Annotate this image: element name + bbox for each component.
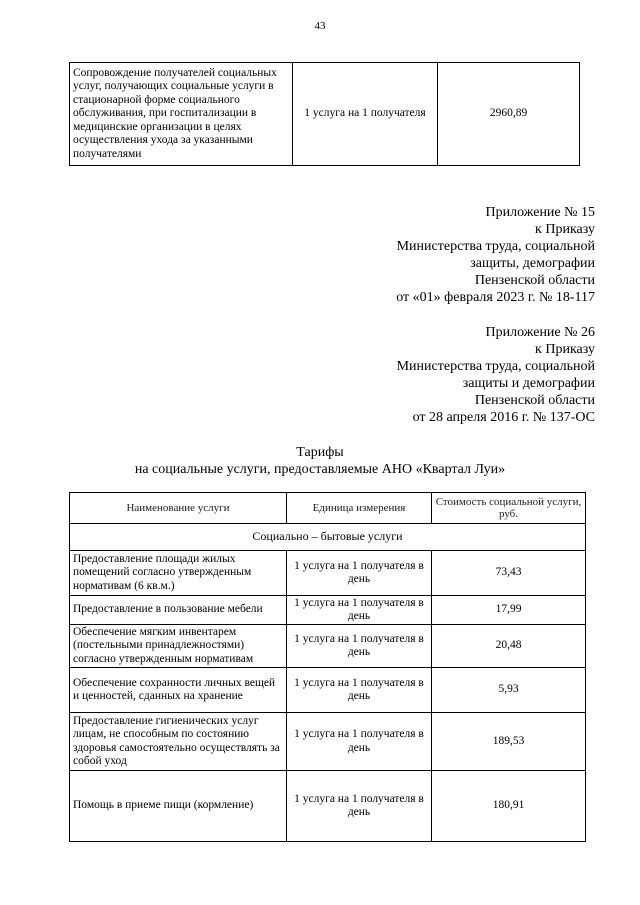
appendix-line: к Приказу — [535, 222, 595, 237]
appendix-line: Министерства труда, социальной — [396, 239, 595, 254]
cost-cell: 189,53 — [432, 713, 586, 771]
appendix-line: Пензенской области — [474, 273, 595, 288]
unit-cell: 1 услуга на 1 получателя в день — [287, 596, 432, 625]
table-row — [70, 713, 586, 771]
service-name-cell: Предоставление гигиенических услуг лицам, не способным по состоянию здоровья самостоятельно осуществлять за собой уход — [70, 713, 287, 771]
appendix-line: Министерства труда, социальной — [396, 359, 595, 374]
appendix-line: Приложение № 26 — [485, 325, 595, 340]
table-row — [70, 771, 586, 842]
table-row — [70, 63, 580, 166]
continued-tariff-table — [69, 62, 580, 166]
table-row — [70, 551, 586, 596]
appendix-line: защиты и демографии — [462, 376, 595, 391]
appendix-line: защиты, демографии — [470, 256, 595, 271]
cost-cell: 17,99 — [432, 596, 586, 625]
section-row — [70, 524, 586, 551]
service-name-cell: Сопровождение получателей социальных услуг, получающих социальные услуги в стационарной форме социального обслуживания, при госпитализации в медицинские организации в целях осуществления ухода за указанными получателями — [70, 63, 293, 166]
document-subtitle: на социальные услуги, предоставляемые АНО «Квартал Луи» — [134, 462, 506, 477]
appendix-line: к Приказу — [535, 342, 595, 357]
unit-cell: 1 услуга на 1 получателя в день — [287, 625, 432, 668]
cost-cell: 2960,89 — [438, 63, 580, 166]
unit-cell: 1 услуга на 1 получателя в день — [287, 713, 432, 771]
service-name-cell: Предоставление площади жилых помещений согласно утвержденным нормативам (6 кв.м.) — [70, 551, 287, 596]
appendix-line: Пензенской области — [474, 393, 595, 408]
appendix-15-block — [396, 204, 595, 306]
appendix-26-block — [397, 324, 595, 426]
page-number: 43 — [314, 20, 326, 32]
cost-cell: 73,43 — [432, 551, 586, 596]
table-row — [70, 596, 586, 625]
service-name-cell: Помощь в приеме пищи (кормление) — [70, 771, 287, 842]
table-row — [70, 625, 586, 668]
cost-cell: 180,91 — [432, 771, 586, 842]
header-cost: Стоимость социальной услуги, руб. — [432, 493, 586, 524]
table-row — [70, 668, 586, 713]
header-unit: Единица измерения — [287, 493, 432, 524]
unit-cell: 1 услуга на 1 получателя — [293, 63, 438, 166]
unit-cell: 1 услуга на 1 получателя в день — [287, 668, 432, 713]
cost-cell: 20,48 — [432, 625, 586, 668]
appendix-line: от 28 апреля 2016 г. № 137-ОС — [412, 410, 595, 425]
appendix-line: Приложение № 15 — [485, 205, 595, 220]
service-name-cell: Обеспечение сохранности личных вещей и ценностей, сданных на хранение — [70, 668, 287, 713]
section-title: Социально – бытовые услуги — [70, 524, 586, 551]
unit-cell: 1 услуга на 1 получателя в день — [287, 551, 432, 596]
unit-cell: 1 услуга на 1 получателя в день — [287, 771, 432, 842]
cost-cell: 5,93 — [432, 668, 586, 713]
table-header-row — [70, 493, 586, 524]
appendix-line: от «01» февраля 2023 г. № 18-117 — [396, 290, 595, 305]
service-name-cell: Предоставление в пользование мебели — [70, 596, 287, 625]
document-title: Тарифы — [296, 445, 344, 460]
tariff-table — [69, 492, 586, 842]
service-name-cell: Обеспечение мягким инвентарем (постельными принадлежностями) согласно утвержденным нормативам — [70, 625, 287, 668]
header-name: Наименование услуги — [70, 493, 287, 524]
